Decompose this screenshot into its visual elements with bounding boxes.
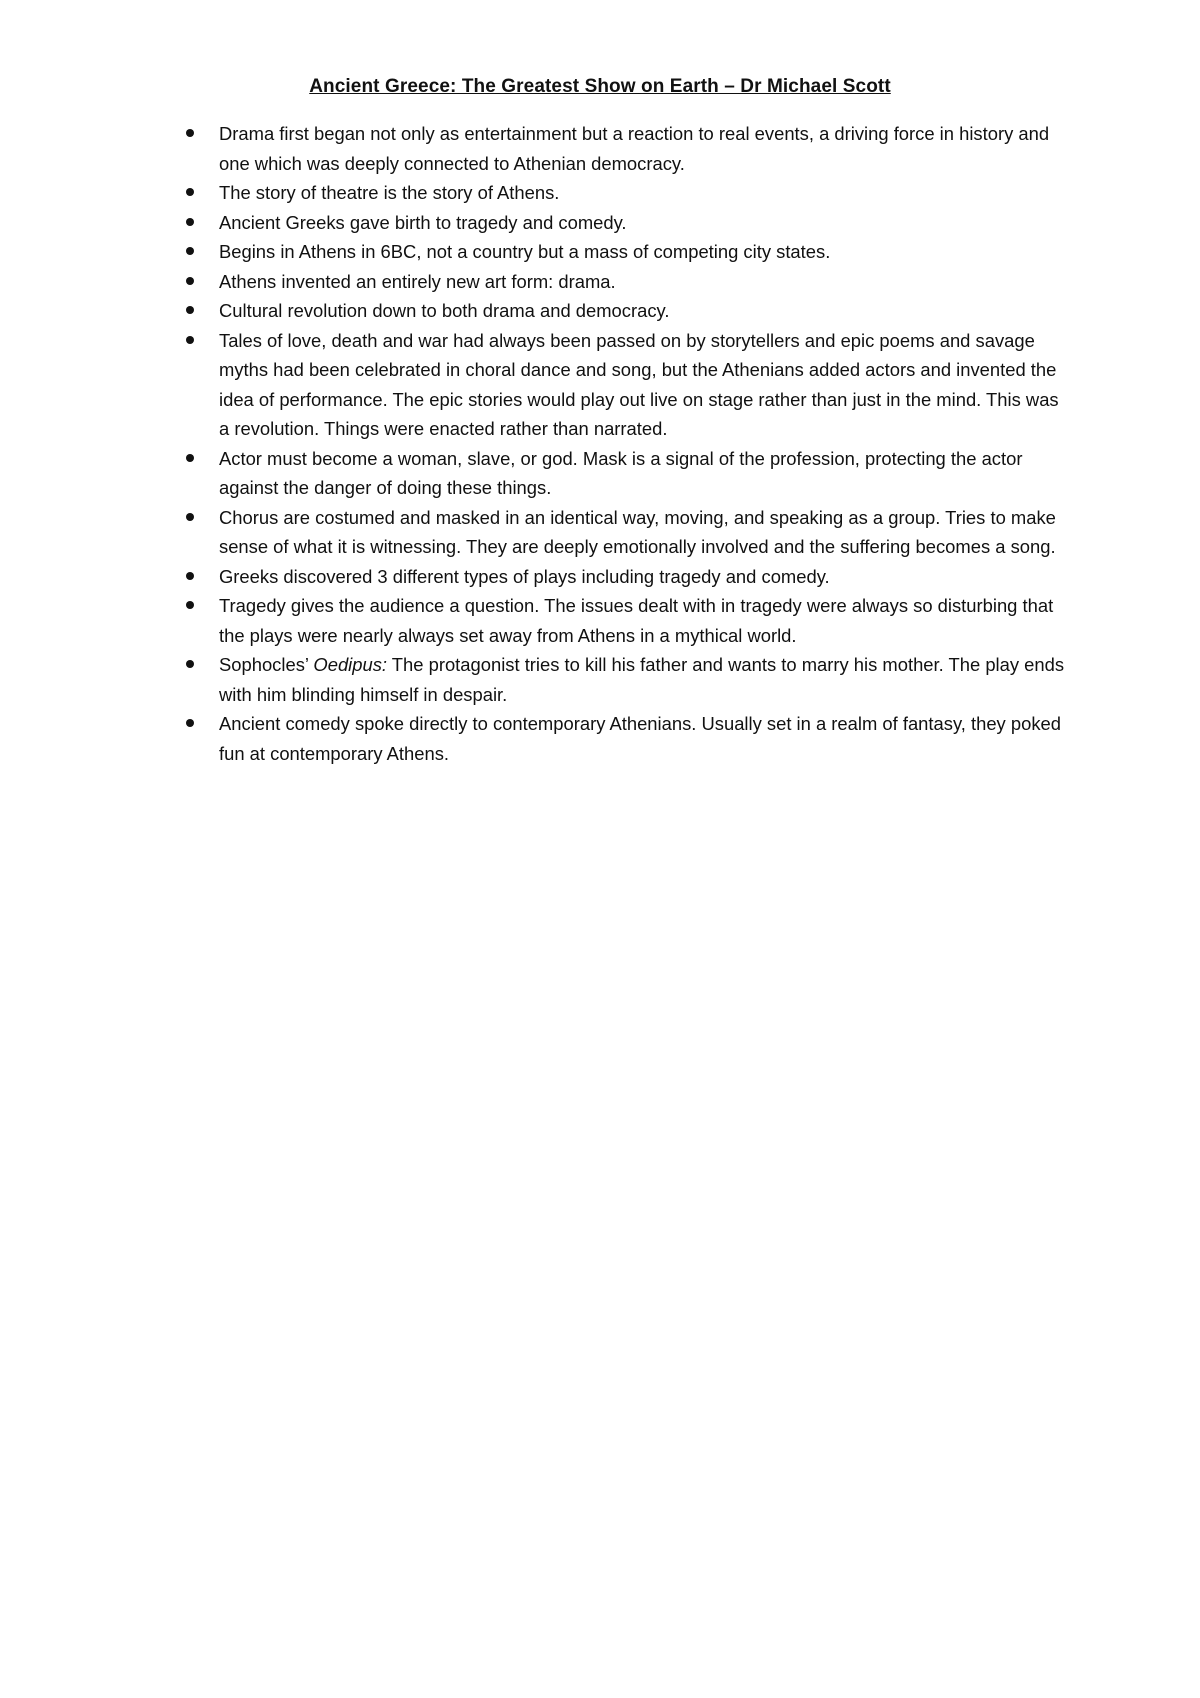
bullet-text: Ancient Greeks gave birth to tragedy and comedy. [219, 211, 627, 233]
bullet-dot-icon [186, 336, 194, 344]
bullet-text: Athens invented an entirely new art form: drama. [219, 270, 616, 292]
bullet-text: Tales of love, death and war had always been passed on by storytellers and epic poems and savage myths had been celebrated in choral dance and song, but the Athenians added actors and invented the idea of performance. The epic stories would play out live on stage rather than just in the mind. This was a revolution. Things were enacted rather than narrated. [219, 329, 1059, 439]
bullet-text: Actor must become a woman, slave, or god. Mask is a signal of the profession, protecting the actor against the danger of doing these things. [219, 447, 1023, 498]
bullet-item [186, 444, 1066, 503]
bullet-dot-icon [186, 601, 194, 609]
bullet-item-oedipus [186, 650, 1066, 709]
bullet-item [186, 503, 1066, 562]
bullet-text: The story of theatre is the story of Athens. [219, 182, 560, 203]
bullet-item [186, 562, 1066, 592]
bullet-item [186, 296, 1066, 326]
bullet-text: Chorus are costumed and masked in an identical way, moving, and speaking as a group. Tries to make sense of what it is witnessing. They are deeply emotionally involved and the suffering becomes a song. [219, 506, 1056, 557]
bullet-dot-icon [186, 218, 194, 226]
oedipus-prefix: Sophocles’ [219, 654, 314, 675]
bullet-dot-icon [186, 454, 194, 462]
bullet-text: Drama first began not only as entertainment but a reaction to real events, a driving force in history and one which was deeply connected to Athenian democracy. [219, 123, 1050, 174]
bullet-dot-icon [186, 129, 194, 137]
bullet-item [186, 178, 1066, 208]
bullet-item [186, 267, 1066, 297]
bullet-text: Tragedy gives the audience a question. The issues dealt with in tragedy were always so disturbing that the plays were nearly always set away from Athens in a mythical world. [219, 595, 1054, 646]
document-title: Ancient Greece: The Greatest Show on Earth – Dr Michael Scott [309, 76, 891, 97]
bullet-text: Ancient comedy spoke directly to contemporary Athenians. Usually set in a realm of fantasy, they poked fun at contemporary Athens. [219, 713, 1061, 764]
bullet-list [186, 119, 1066, 768]
oedipus-title: Oedipus: [313, 654, 388, 675]
bullet-dot-icon [186, 306, 194, 314]
bullet-dot-icon [186, 277, 194, 285]
bullet-dot-icon [186, 247, 194, 255]
bullet-item [186, 591, 1066, 650]
bullet-item [186, 208, 1066, 238]
bullet-item-comedy [186, 709, 1066, 768]
bullet-dot-icon [186, 719, 194, 727]
bullet-text: Begins in Athens in 6BC, not a country but a mass of competing city states. [219, 241, 831, 262]
bullet-text: Cultural revolution down to both drama and democracy. [219, 300, 670, 321]
bullet-dot-icon [186, 660, 194, 668]
bullet-text: Greeks discovered 3 different types of plays including tragedy and comedy. [219, 565, 830, 587]
bullet-item [186, 326, 1066, 444]
bullet-dot-icon [186, 188, 194, 196]
bullet-item [186, 119, 1066, 178]
bullet-item [186, 237, 1066, 267]
bullet-dot-icon [186, 572, 194, 580]
oedipus-text: The protagonist tries to kill his father and wants to marry his mother. The play ends with him blinding himself in despair. [219, 654, 1065, 705]
bullet-dot-icon [186, 513, 194, 521]
